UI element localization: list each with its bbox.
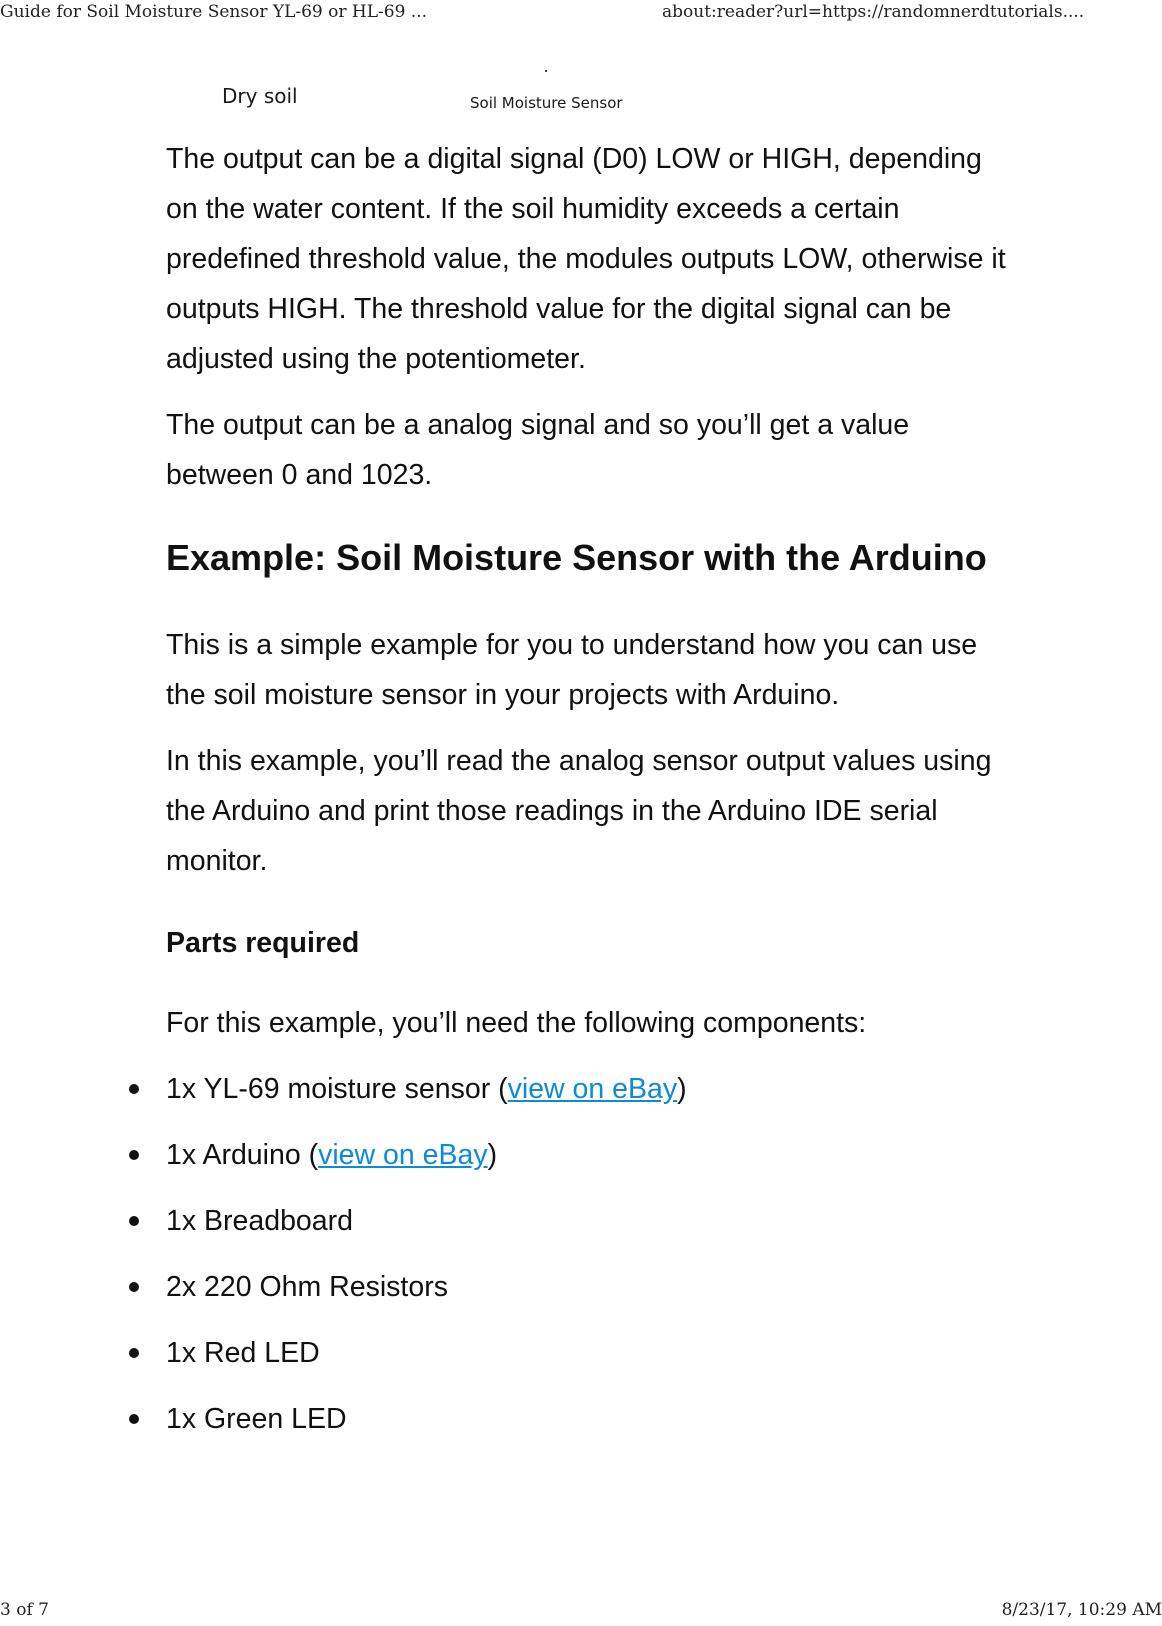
print-header-title: Guide for Soil Moisture Sensor YL-69 or HL-69 ...	[0, 2, 428, 22]
ebay-link-arduino[interactable]: view on eBay	[318, 1139, 488, 1171]
print-footer	[0, 1600, 1162, 1622]
print-header	[0, 2, 1162, 24]
bullet-icon	[129, 1414, 139, 1424]
list-item-breadboard	[166, 1196, 1006, 1246]
list-item-text: 1x Breadboard	[166, 1205, 353, 1237]
list-item-text: 1x Arduino (	[166, 1139, 319, 1171]
print-datetime: 8/23/17, 10:29 AM	[1001, 1600, 1162, 1620]
parts-list	[166, 1064, 1006, 1444]
bullet-icon	[129, 1282, 139, 1292]
list-item-text: 1x Red LED	[166, 1337, 320, 1369]
list-item-red-led	[166, 1328, 1006, 1378]
bullet-icon	[129, 1348, 139, 1358]
paragraph-analog-output: The output can be a analog signal and so you’ll get a value between 0 and 1023.	[166, 409, 910, 491]
paragraph-components-intro: For this example, you’ll need the following components:	[166, 1007, 867, 1039]
page-number: 3 of 7	[0, 1600, 49, 1620]
list-item-green-led	[166, 1394, 1006, 1444]
list-item-text: 2x 220 Ohm Resistors	[166, 1271, 448, 1303]
paragraph-digital-output: The output can be a digital signal (D0) LOW or HIGH, depending on the water content. If the soil humidity exceeds a certain predefined threshold value, the modules outputs LOW, otherwise it outputs HIGH. The threshold value for the digital signal can be adjusted using the potentiometer.	[166, 143, 1006, 375]
list-item-resistors	[166, 1262, 1006, 1312]
paragraph-example-details: In this example, you’ll read the analog sensor output values using the Arduino and print those readings in the Arduino IDE serial monitor.	[166, 745, 992, 877]
list-item-text: 1x YL-69 moisture sensor (	[166, 1073, 508, 1105]
article-body	[166, 134, 1006, 1460]
ebay-link-moisture-sensor[interactable]: view on eBay	[507, 1073, 678, 1105]
section-heading-example: Example: Soil Moisture Sensor with the Arduino	[166, 537, 987, 578]
paragraph-example-intro: This is a simple example for you to understand how you can use the soil moisture sensor in your projects with Arduino.	[166, 629, 978, 711]
list-item-close: )	[487, 1139, 498, 1171]
subheading-parts-required: Parts required	[166, 927, 360, 959]
list-item-arduino	[166, 1130, 1006, 1180]
figure-label-sensor: Soil Moisture Sensor	[470, 94, 623, 112]
list-item-close: )	[677, 1073, 687, 1105]
list-item-text: 1x Green LED	[166, 1403, 347, 1435]
bullet-icon	[129, 1150, 139, 1160]
figure-label-dry-soil: Dry soil	[222, 84, 298, 108]
bullet-icon	[129, 1084, 139, 1094]
print-header-url: about:reader?url=https://randomnerdtutorials....	[662, 2, 1085, 22]
list-item-moisture-sensor	[166, 1064, 1006, 1114]
figure-speck	[545, 70, 547, 72]
bullet-icon	[129, 1216, 139, 1226]
